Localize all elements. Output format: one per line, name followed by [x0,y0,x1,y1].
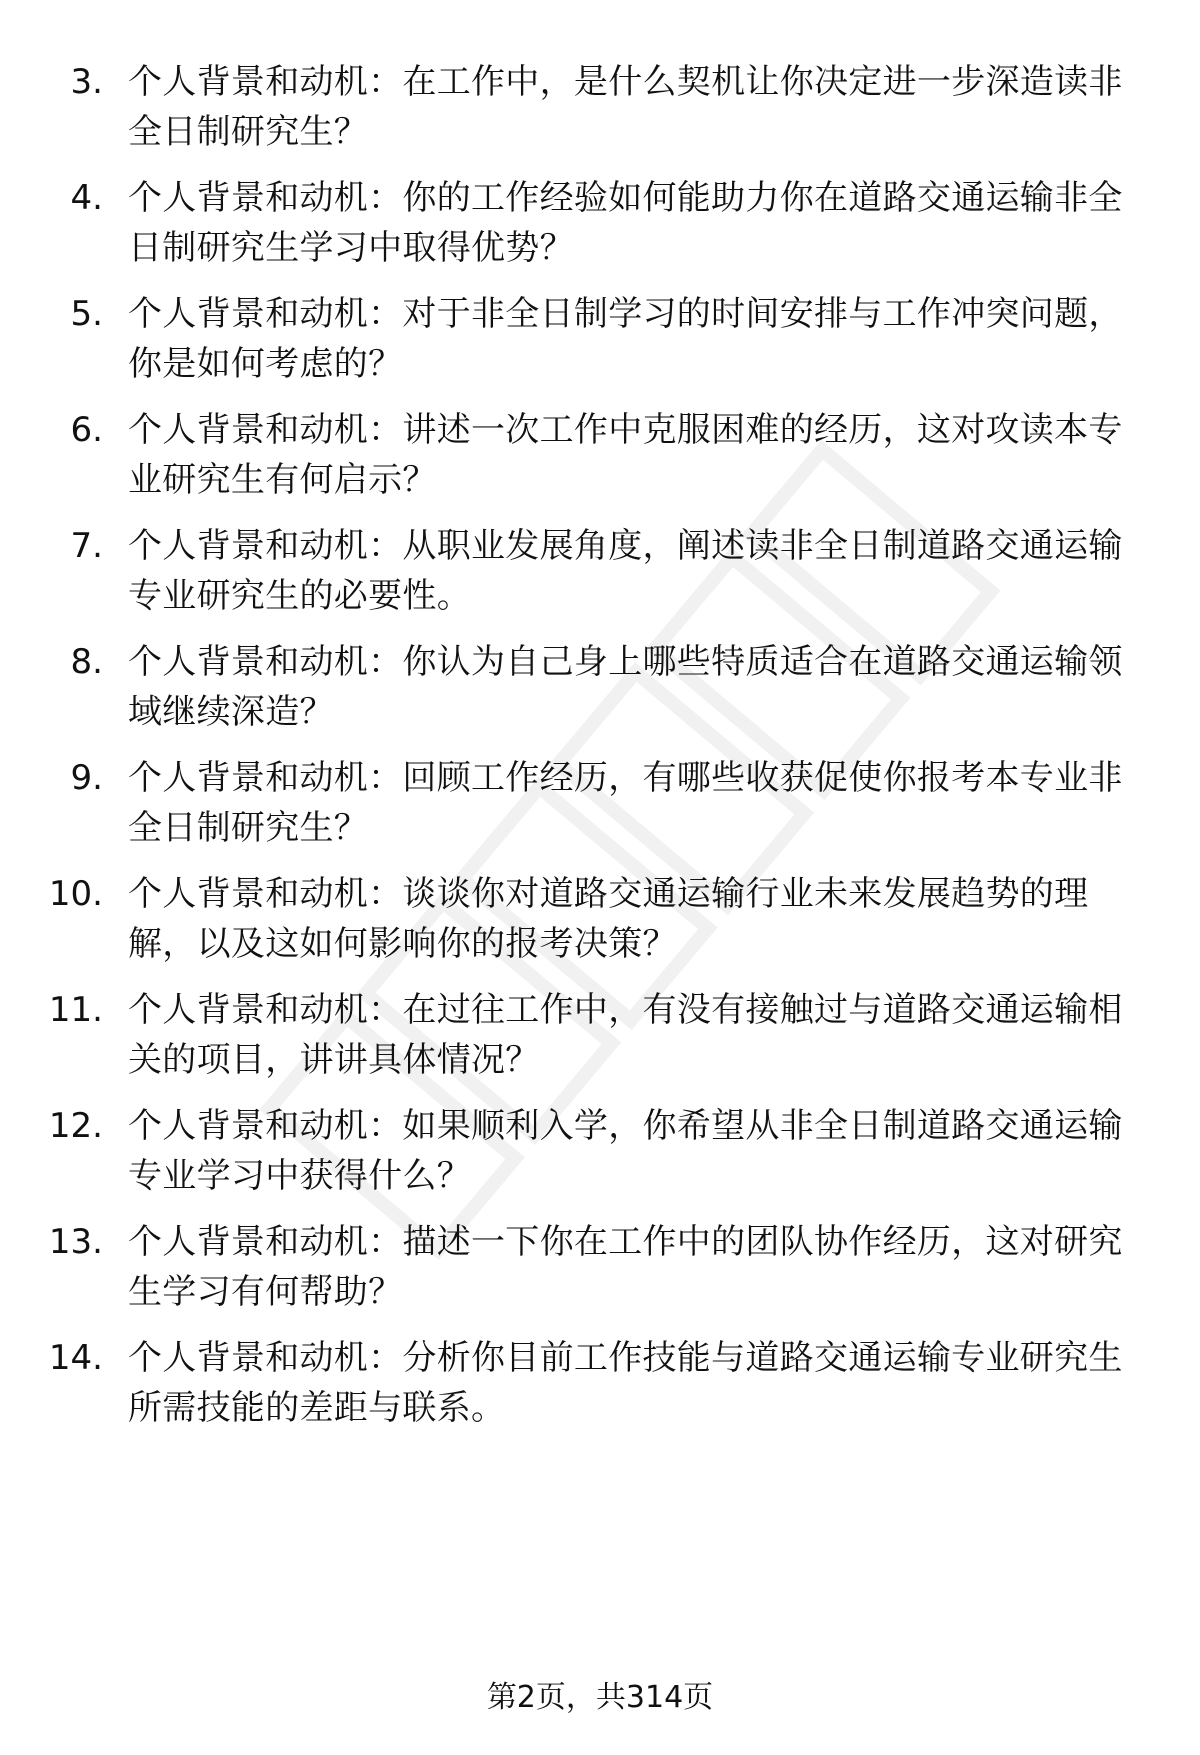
item-number: 11. [48,990,103,1030]
item-text: 个人背景和动机：从职业发展角度，阐述读非全日制道路交通运输专业研究生的必要性。 [128,526,1123,616]
item-number: 14. [48,1338,103,1378]
item-number: 4. [70,178,103,218]
item-text: 个人背景和动机：谈谈你对道路交通运输行业未来发展趋势的理解，以及这如何影响你的报考决策？ [128,874,1089,964]
item-number: 5. [70,294,103,334]
item-text: 个人背景和动机：在工作中，是什么契机让你决定进一步深造读非全日制研究生？ [128,62,1123,152]
item-number: 9. [70,758,103,798]
item-text: 个人背景和动机：对于非全日制学习的时间安排与工作冲突问题，你是如何考虑的？ [128,294,1123,384]
item-text: 个人背景和动机：讲述一次工作中克服困难的经历，这对攻读本专业研究生有何启示？ [128,410,1123,500]
item-text: 个人背景和动机：你认为自己身上哪些特质适合在道路交通运输领域继续深造？ [128,642,1123,732]
item-number: 13. [48,1222,103,1262]
item-text: 个人背景和动机：在过往工作中，有没有接触过与道路交通运输相关的项目，讲讲具体情况？ [128,990,1123,1080]
item-number: 10. [48,874,103,914]
item-number: 7. [70,526,103,566]
item-text: 个人背景和动机：如果顺利入学，你希望从非全日制道路交通运输专业学习中获得什么？ [128,1106,1123,1196]
item-text: 个人背景和动机：你的工作经验如何能助力你在道路交通运输非全日制研究生学习中取得优势？ [128,178,1123,268]
item-text: 个人背景和动机：回顾工作经历，有哪些收获促使你报考本专业非全日制研究生？ [128,758,1123,848]
page-footer: 第2页，共314页 [486,1680,714,1715]
item-text: 个人背景和动机：描述一下你在工作中的团队协作经历，这对研究生学习有何帮助？ [128,1222,1123,1312]
item-number: 6. [70,410,103,450]
item-number: 3. [70,62,103,102]
item-number: 8. [70,642,103,682]
item-text: 个人背景和动机：分析你目前工作技能与道路交通运输专业研究生所需技能的差距与联系。 [128,1338,1123,1428]
item-number: 12. [48,1106,103,1146]
